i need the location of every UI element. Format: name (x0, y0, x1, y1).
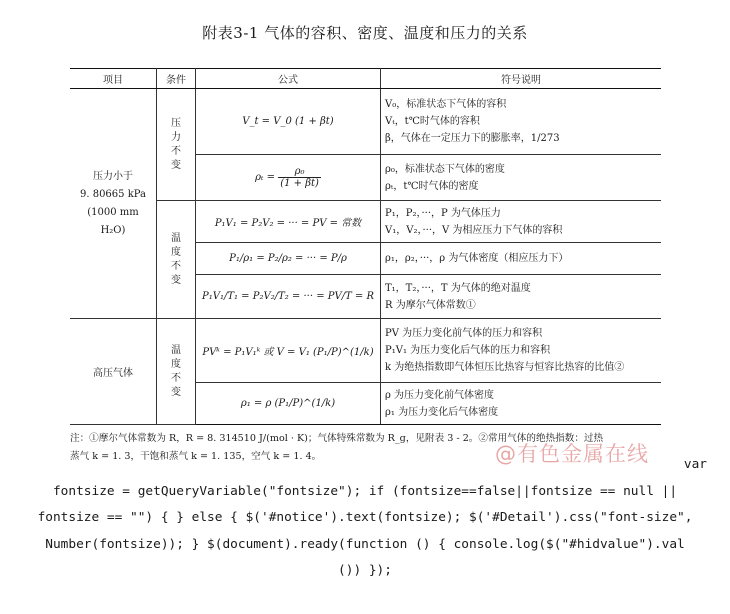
desc-line: ρₜ，t℃时气体的密度 (385, 180, 479, 192)
table-row (70, 201, 661, 243)
fraction-denominator: (1 + βt) (280, 178, 319, 189)
condition-label: 温度不变 (171, 232, 181, 286)
desc-line: ρ 为压力变化前气体密度 (385, 389, 495, 401)
desc-line: ρ₁，ρ₂，···，ρ 为气体密度（相应压力下） (385, 253, 569, 264)
footnote-line: 注：①摩尔气体常数为 R，R = 8. 314510 J/(mol · K)；气体特殊常数为 R_g，见附表 3 - 2。②常用气体的绝热指数：过热 (70, 433, 604, 444)
formula-cell: PVᵏ = P₁V₁ᵏ 或 V = V₁ (P₁/P)^(1/k) (196, 319, 381, 383)
desc-cell (381, 155, 662, 201)
item-line: (1000 mm H₂O) (87, 206, 139, 236)
table-row (70, 319, 661, 383)
table-row (70, 89, 661, 155)
desc-line: R 为摩尔气体常数① (385, 299, 476, 311)
formula-fraction (278, 166, 321, 189)
condition-label: 压力不变 (171, 117, 181, 171)
formula-lhs: ρₜ = (255, 172, 275, 183)
formula-cell: P₁V₁/T₁ = P₂V₂/T₂ = ··· = PV/T = R (196, 275, 381, 319)
header-item: 项目 (70, 69, 157, 89)
desc-line: Vₜ，t℃时气体的容积 (385, 116, 480, 127)
code-line: var (683, 457, 707, 472)
condition-label: 温度不变 (171, 344, 181, 398)
desc-line: ρ₀，标准状态下气体的密度 (385, 163, 505, 175)
desc-cell (381, 383, 662, 425)
formula-cell: V_t = V_0 (1 + βt) (196, 89, 381, 155)
header-condition: 条件 (157, 69, 196, 89)
desc-line: ρ₁ 为压力变化后气体密度 (385, 406, 499, 418)
code-line: fontsize == "") { } else { $('#notice').text(fontsize); $('#Detail').css("font-size", (37, 510, 693, 525)
gas-relations-table (70, 68, 661, 425)
footnote-line: 蒸气 k = 1. 3，干饱和蒸气 k = 1. 135，空气 k = 1. 4。 (70, 451, 322, 462)
desc-cell (381, 201, 662, 243)
code-line: Number(fontsize)); } $(document).ready(function () { console.log($("#hidvalue").val (45, 536, 685, 552)
formula-cell (196, 155, 381, 201)
item-high-pressure: 高压气体 (70, 319, 157, 425)
desc-line: V₀，标准状态下气体的容积 (385, 99, 507, 110)
item-line: 压力小于 (93, 170, 133, 182)
desc-cell (381, 243, 662, 275)
watermark: @有色金属在线 (495, 442, 649, 466)
item-line: 9. 80665 kPa (79, 188, 146, 200)
formula-cell: ρ₁ = ρ (P₁/P)^(1/k) (196, 383, 381, 425)
desc-line: V₁，V₂，···，V 为相应压力下气体的容积 (385, 224, 563, 236)
desc-cell (381, 89, 662, 155)
table-header-row (70, 69, 661, 89)
leaked-script-text (20, 452, 710, 585)
desc-cell (381, 275, 662, 319)
formula-cell: P₁V₁ = P₂V₂ = ··· = PV = 常数 (196, 201, 381, 243)
fraction-numerator: ρ₀ (278, 166, 321, 178)
desc-line: P₁，P₂，···，P 为气体压力 (385, 207, 501, 219)
desc-line: T₁，T₂，···，T 为气体的绝对温度 (385, 282, 531, 294)
desc-line: P₁V₁ 为压力变化后气体的压力和容积 (385, 345, 551, 356)
condition-const-pressure (157, 89, 196, 201)
condition-const-temp (157, 201, 196, 319)
desc-cell (381, 319, 662, 383)
formula-cell: P₁/ρ₁ = P₂/ρ₂ = ··· = P/ρ (196, 243, 381, 275)
desc-line: k 为绝热指数即气体恒压比热容与恒容比热容的比值② (385, 362, 625, 373)
header-symbol-desc: 符号说明 (381, 69, 662, 89)
page-title: 附表3-1 气体的容积、密度、温度和压力的关系 (202, 24, 528, 42)
code-line: fontsize = getQueryVariable("fontsize"); if (fontsize==false||fontsize == null || (52, 483, 678, 499)
item-low-pressure (70, 89, 157, 319)
condition-const-temp-2 (157, 319, 196, 425)
desc-line: β，气体在一定压力下的膨胀率，1/273 (385, 133, 560, 144)
code-line: ()) }); (338, 563, 392, 578)
header-formula: 公式 (196, 69, 381, 89)
desc-line: PV 为压力变化前气体的压力和容积 (385, 328, 543, 339)
